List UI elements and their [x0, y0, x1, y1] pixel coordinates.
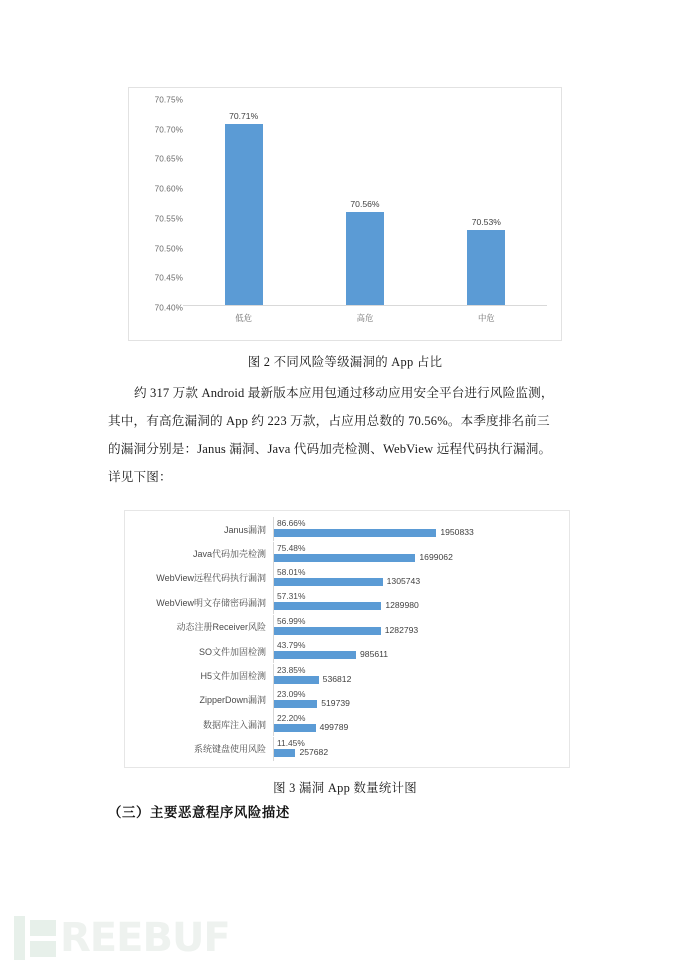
chart2-track: [273, 566, 569, 590]
chart2-track: [273, 737, 569, 761]
chart1-bar: [467, 230, 505, 307]
chart2-count-label: 985611: [360, 649, 389, 660]
figure-2-chart: [128, 87, 562, 341]
chart2-count-label: 1289980: [385, 600, 419, 611]
chart1-bar-value-label: 70.56%: [350, 198, 380, 209]
chart2-percent-label: 43.79%: [277, 640, 306, 651]
chart2-category-label: 动态注册Receiver风险: [176, 622, 266, 633]
chart2-category-label: WebView明文存储密码漏洞: [156, 597, 266, 608]
chart2-percent-label: 22.20%: [277, 713, 306, 724]
chart2-percent-label: 86.66%: [277, 518, 306, 529]
chart2-row: [125, 639, 569, 663]
chart2-row: [125, 615, 569, 639]
chart1-y-tick: 70.45%: [154, 273, 183, 283]
chart1-x-axis: [183, 312, 547, 330]
chart2-category-label: Janus漏洞: [223, 524, 266, 535]
chart2-row: [125, 712, 569, 736]
chart1-baseline: [183, 305, 547, 306]
chart1-bars: [183, 100, 547, 306]
chart2-track: [273, 615, 569, 639]
chart1-bar-column: [304, 100, 425, 306]
paragraph-line-4: 详见下图：: [108, 470, 172, 484]
chart2-category-label: WebView远程代码执行漏洞: [156, 573, 266, 584]
chart1-y-tick: 70.40%: [154, 303, 183, 313]
chart1-y-tick: 70.65%: [154, 154, 183, 164]
chart2-percent-label: 23.85%: [277, 664, 306, 675]
chart2-count-label: 1305743: [386, 575, 421, 586]
chart2-track: [273, 712, 569, 736]
chart2-row: [125, 664, 569, 688]
chart2-track: [273, 688, 569, 712]
section-heading: （三）主要恶意程序风险描述: [108, 805, 290, 820]
chart2-category-label: Java代码加壳检测: [192, 549, 266, 560]
chart2-row: [125, 542, 569, 566]
figure-2-caption: 图 2 不同风险等级漏洞的 App 占比: [247, 355, 443, 369]
chart2-percent-label: 58.01%: [277, 566, 306, 577]
chart1-y-tick: 70.60%: [154, 184, 183, 194]
chart1-y-tick: 70.50%: [154, 244, 183, 254]
paragraph-line-3: 的漏洞分别是：Janus 漏洞、Java 代码加壳检测、WebView 远程代码执行漏洞。: [108, 442, 552, 456]
chart1-x-tick: 中危: [477, 313, 495, 323]
chart2-bar: [274, 627, 381, 635]
chart2-bar: [274, 602, 381, 610]
chart2-count-label: 257682: [299, 746, 329, 757]
chart2-row: [125, 737, 569, 761]
chart2-track: [273, 517, 569, 541]
chart2-category-label: 数据库注入漏洞: [202, 719, 266, 730]
chart2-bar: [274, 554, 415, 562]
chart1-plot-area: [183, 100, 547, 306]
chart1-bar-value-label: 70.71%: [229, 110, 259, 121]
chart2-category-label: H5文件加固检测: [200, 671, 266, 682]
chart2-count-label: 1950833: [440, 527, 474, 538]
chart2-percent-label: 57.31%: [277, 591, 306, 602]
chart2-category-label: 系统键盘使用风险: [193, 744, 266, 755]
chart1-bar-value-label: 70.53%: [471, 216, 501, 227]
chart1-bar-column: [426, 100, 547, 306]
chart2-count-label: 519739: [321, 697, 350, 708]
chart2-percent-label: 23.09%: [277, 688, 306, 699]
chart1-y-tick: 70.55%: [154, 214, 183, 224]
chart2-bar: [274, 676, 319, 684]
chart1-y-tick: 70.70%: [154, 125, 183, 135]
paragraph-line-2: 其中，有高危漏洞的 App 约 223 万款，占应用总数的 70.56%。本季度排名前三: [108, 414, 550, 428]
chart2-count-label: 536812: [322, 673, 352, 684]
chart2-row: [125, 517, 569, 541]
freebuf-logo-icon: [14, 916, 56, 960]
chart1-x-tick: 高危: [356, 313, 374, 323]
chart2-track: [273, 664, 569, 688]
chart2-count-label: 499789: [319, 722, 349, 733]
chart2-track: [273, 590, 569, 614]
chart2-bar: [274, 700, 317, 708]
chart2-row: [125, 688, 569, 712]
figure-3-caption: 图 3 漏洞 App 数量统计图: [273, 781, 417, 795]
chart2-row: [125, 566, 569, 590]
chart2-bar: [274, 724, 316, 732]
figure-3-chart: [124, 510, 570, 768]
chart2-category-label: ZipperDown漏洞: [199, 695, 266, 706]
chart2-bar: [274, 578, 383, 586]
chart2-track: [273, 639, 569, 663]
chart2-category-label: SO文件加固检测: [198, 646, 266, 657]
chart2-row: [125, 590, 569, 614]
chart2-count-label: 1282793: [384, 624, 419, 635]
chart1-y-axis: [135, 95, 183, 313]
chart2-percent-label: 75.48%: [277, 542, 306, 553]
chart1-x-tick: 低危: [235, 313, 253, 323]
chart1-y-tick: 70.75%: [154, 95, 183, 105]
watermark-text: REEBUF: [60, 915, 230, 961]
chart2-rows: [125, 517, 569, 761]
chart2-bar: [274, 749, 295, 757]
paragraph-line-1: 约 317 万款 Android 最新版本应用包通过移动应用安全平台进行风险监测，: [134, 386, 554, 400]
chart2-percent-label: 11.45%: [277, 737, 305, 748]
chart1-bar: [346, 212, 384, 306]
chart2-bar: [274, 651, 356, 659]
chart2-count-label: 1699062: [419, 551, 453, 562]
chart1-bar: [225, 124, 263, 306]
freebuf-watermark: [14, 916, 230, 960]
chart2-percent-label: 56.99%: [277, 615, 306, 626]
chart2-bar: [274, 529, 436, 537]
chart2-track: [273, 542, 569, 566]
chart1-bar-column: [183, 100, 304, 306]
